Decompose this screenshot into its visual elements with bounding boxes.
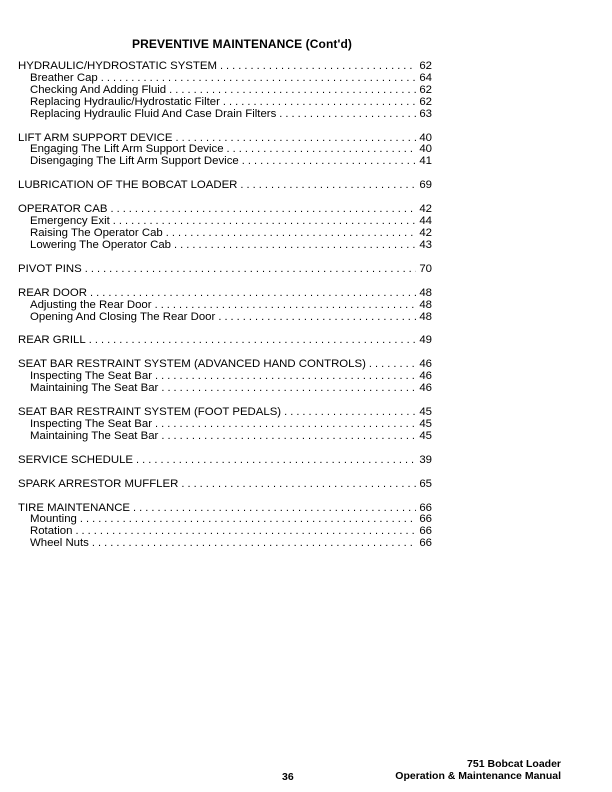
toc-subentry-page: 43 bbox=[419, 238, 432, 251]
dot-leader bbox=[89, 335, 417, 347]
toc-entry-page: 40 bbox=[419, 131, 432, 144]
toc-entry-label: SERVICE SCHEDULE bbox=[18, 453, 133, 466]
toc-subentry bbox=[18, 300, 432, 312]
toc-subentry bbox=[18, 109, 432, 121]
toc-subentry-page: 41 bbox=[419, 155, 432, 168]
toc-subentry-label: Inspecting The Seat Bar bbox=[30, 417, 152, 430]
toc-section bbox=[18, 288, 432, 324]
toc-subentry-label: Replacing Hydraulic/Hydrostatic Filter bbox=[30, 95, 220, 108]
toc-entry-label: LIFT ARM SUPPORT DEVICE bbox=[18, 131, 173, 144]
toc-entry bbox=[18, 455, 432, 467]
toc-entry-label: HYDRAULIC/HYDROSTATIC SYSTEM bbox=[18, 60, 217, 72]
toc-entry-page: 46 bbox=[419, 358, 432, 371]
dot-leader bbox=[220, 61, 416, 73]
toc-subentry-label: Mounting bbox=[30, 513, 77, 526]
toc-entry-label: LUBRICATION OF THE BOBCAT LOADER bbox=[18, 179, 238, 192]
dot-leader bbox=[80, 514, 416, 526]
dot-leader bbox=[166, 228, 417, 240]
toc-entry-label: REAR GRILL bbox=[18, 334, 86, 347]
toc-section bbox=[18, 61, 432, 121]
toc-entry-page: 48 bbox=[419, 286, 432, 299]
toc-subentry-page: 48 bbox=[419, 310, 432, 323]
toc-subentry bbox=[18, 383, 432, 395]
dot-leader bbox=[110, 204, 416, 216]
toc-subentry-page: 45 bbox=[419, 417, 432, 430]
manual-title bbox=[395, 759, 561, 782]
toc-subentry-label: Adjusting the Rear Door bbox=[30, 298, 152, 311]
dot-leader bbox=[284, 407, 416, 419]
toc-subentry-page: 62 bbox=[419, 95, 432, 108]
dot-leader bbox=[174, 240, 416, 252]
toc-entry-label: SPARK ARRESTOR MUFFLER bbox=[18, 477, 179, 490]
toc-subentry-page: 66 bbox=[419, 513, 432, 526]
toc-section bbox=[18, 455, 432, 467]
toc-entry-label: SEAT BAR RESTRAINT SYSTEM (ADVANCED HAND CONTROLS) bbox=[18, 358, 366, 371]
toc-subentry-label: Checking And Adding Fluid bbox=[30, 83, 167, 96]
toc-subentry bbox=[18, 312, 432, 324]
toc-subentry bbox=[18, 514, 432, 526]
dot-leader bbox=[161, 383, 416, 395]
toc-subentry-page: 44 bbox=[419, 215, 432, 228]
dot-leader bbox=[90, 288, 416, 300]
toc-subentry-label: Emergency Exit bbox=[30, 215, 110, 228]
toc-subentry-page: 40 bbox=[419, 143, 432, 156]
toc-subentry-page: 42 bbox=[419, 226, 432, 239]
dot-leader bbox=[223, 97, 416, 109]
toc-section bbox=[18, 335, 432, 347]
toc-entry-page: 49 bbox=[419, 334, 432, 347]
toc-section bbox=[18, 503, 432, 551]
toc-subentry-label: Inspecting The Seat Bar bbox=[30, 370, 152, 383]
dot-leader bbox=[181, 479, 416, 491]
dot-leader bbox=[92, 538, 416, 550]
toc-entry bbox=[18, 180, 432, 192]
toc-subentry-page: 63 bbox=[419, 107, 432, 120]
manual-title-line-1: 751 Bobcat Loader bbox=[467, 758, 561, 770]
dot-leader bbox=[133, 503, 416, 515]
toc-subentry bbox=[18, 538, 432, 550]
toc-entry bbox=[18, 335, 432, 347]
toc-subentry-label: Raising The Operator Cab bbox=[30, 226, 163, 239]
toc-subentry bbox=[18, 431, 432, 443]
toc-subentry-page: 64 bbox=[419, 71, 432, 84]
toc-subentry-label: Breather Cap bbox=[30, 71, 98, 84]
toc-entry-page: 42 bbox=[419, 203, 432, 216]
toc-subentry bbox=[18, 240, 432, 252]
toc-subentry bbox=[18, 156, 432, 168]
toc-subentry-page: 45 bbox=[419, 429, 432, 442]
toc-entry-label: TIRE MAINTENANCE bbox=[18, 501, 131, 514]
toc-entry-page: 70 bbox=[419, 262, 432, 275]
dot-leader bbox=[136, 455, 416, 467]
dot-leader bbox=[155, 419, 416, 431]
toc-entry-label: REAR DOOR bbox=[18, 286, 87, 299]
dot-leader bbox=[369, 359, 416, 371]
toc-subentry bbox=[18, 85, 432, 97]
toc-subentry bbox=[18, 97, 432, 109]
toc-entry bbox=[18, 479, 432, 491]
dot-leader bbox=[169, 85, 416, 97]
toc-subentry-label: Rotation bbox=[30, 525, 73, 538]
page-title: PREVENTIVE MAINTENANCE (Cont'd) bbox=[132, 37, 352, 51]
toc-section bbox=[18, 407, 432, 443]
page-number: 36 bbox=[282, 771, 294, 783]
toc-subentry-label: Engaging The Lift Arm Support Device bbox=[30, 143, 224, 156]
manual-title-line-2: Operation & Maintenance Manual bbox=[395, 769, 561, 782]
toc-section bbox=[18, 479, 432, 491]
dot-leader bbox=[85, 264, 417, 276]
toc-entry bbox=[18, 503, 432, 515]
toc-entry-label: OPERATOR CAB bbox=[18, 203, 108, 216]
toc-entry bbox=[18, 264, 432, 276]
toc-entry-page: 62 bbox=[419, 60, 432, 72]
toc-subentry-label: Opening And Closing The Rear Door bbox=[30, 310, 216, 323]
toc-entry-page: 39 bbox=[419, 453, 432, 466]
table-of-contents bbox=[18, 61, 432, 562]
toc-subentry-label: Replacing Hydraulic Fluid And Case Drain Filters bbox=[30, 107, 277, 120]
toc-entry-label: PIVOT PINS bbox=[18, 262, 82, 275]
toc-entry-label: SEAT BAR RESTRAINT SYSTEM (FOOT PEDALS) bbox=[18, 406, 282, 419]
dot-leader bbox=[242, 156, 417, 168]
toc-entry-page: 45 bbox=[419, 406, 432, 419]
toc-subentry-label: Maintaining The Seat Bar bbox=[30, 429, 159, 442]
dot-leader bbox=[218, 312, 416, 324]
toc-section bbox=[18, 359, 432, 395]
dot-leader bbox=[227, 144, 417, 156]
dot-leader bbox=[161, 431, 416, 443]
dot-leader bbox=[279, 109, 416, 121]
toc-subentry-label: Lowering The Operator Cab bbox=[30, 238, 171, 251]
toc-subentry-page: 66 bbox=[419, 525, 432, 538]
dot-leader bbox=[240, 180, 416, 192]
toc-entry-page: 66 bbox=[419, 501, 432, 514]
toc-subentry-page: 48 bbox=[419, 298, 432, 311]
toc-section bbox=[18, 204, 432, 252]
toc-entry-page: 69 bbox=[419, 179, 432, 192]
toc-subentry-label: Wheel Nuts bbox=[30, 537, 89, 550]
toc-subentry-page: 46 bbox=[419, 382, 432, 395]
toc-entry-page: 65 bbox=[419, 477, 432, 490]
toc-section bbox=[18, 264, 432, 276]
dot-leader bbox=[155, 371, 416, 383]
toc-subentry-label: Maintaining The Seat Bar bbox=[30, 382, 159, 395]
toc-section bbox=[18, 180, 432, 192]
toc-section bbox=[18, 133, 432, 169]
toc-subentry-page: 62 bbox=[419, 83, 432, 96]
toc-entry bbox=[18, 288, 432, 300]
dot-leader bbox=[155, 300, 417, 312]
toc-subentry-page: 66 bbox=[419, 537, 432, 550]
toc-subentry-label: Disengaging The Lift Arm Support Device bbox=[30, 155, 239, 168]
dot-leader bbox=[75, 526, 416, 538]
toc-subentry-page: 46 bbox=[419, 370, 432, 383]
